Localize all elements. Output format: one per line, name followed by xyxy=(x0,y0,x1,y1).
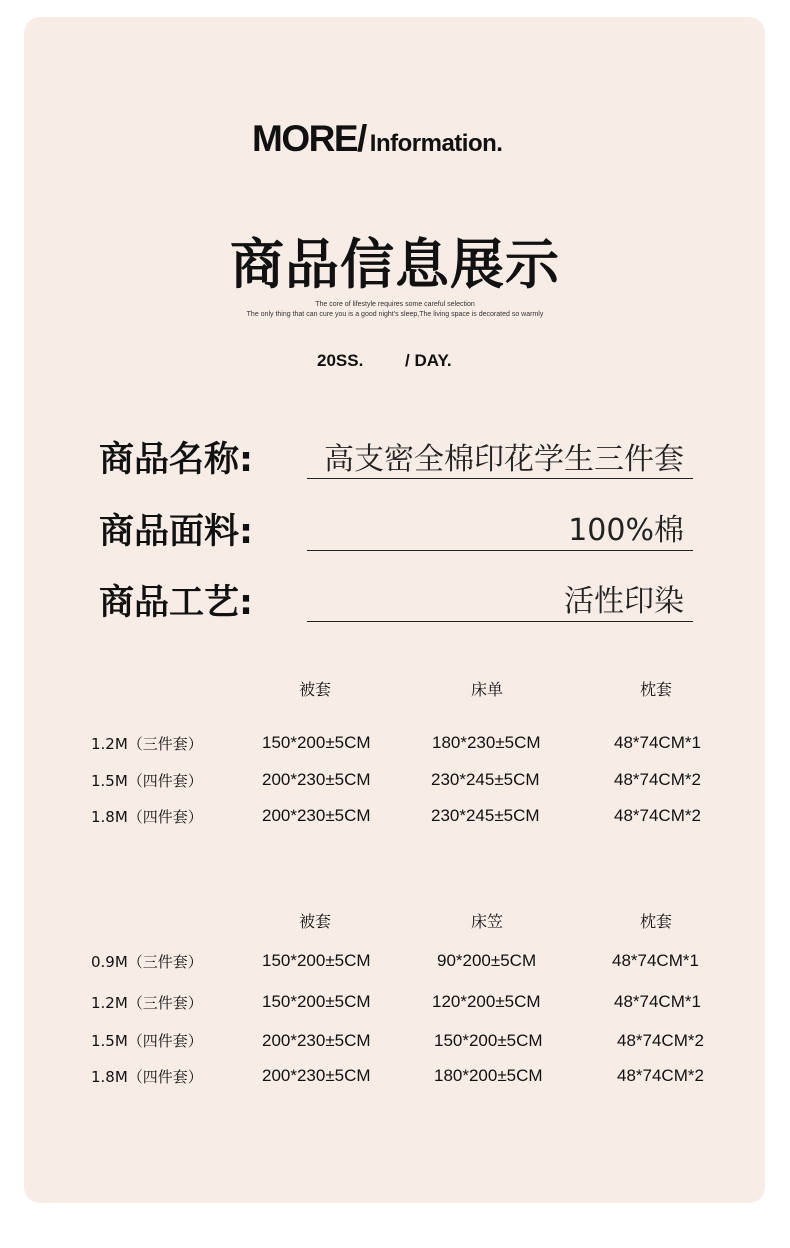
table2-row3-sheet: 150*200±5CM xyxy=(434,1031,543,1050)
table1-row1-size: 1.2M（三件套） xyxy=(91,735,203,753)
table2-row1-duvet: 150*200±5CM xyxy=(262,951,371,970)
table1-row2-sheet: 230*245±5CM xyxy=(431,770,540,789)
table2-row4-duvet: 200*230±5CM xyxy=(262,1066,371,1085)
more-heading-small: Information. xyxy=(369,130,503,157)
table2-row3-pillow: 48*74CM*2 xyxy=(617,1031,704,1050)
product-craft-underline xyxy=(307,621,693,622)
table1-row3-pillow: 48*74CM*2 xyxy=(614,806,701,825)
table1-row3-duvet: 200*230±5CM xyxy=(262,806,371,825)
table2-row1-sheet: 90*200±5CM xyxy=(437,951,537,970)
table1-row1-duvet: 150*200±5CM xyxy=(262,733,371,752)
season-label: 20SS. xyxy=(317,351,364,370)
table1-row2-duvet: 200*230±5CM xyxy=(262,770,371,789)
product-craft-label: 商品工艺: xyxy=(99,583,253,623)
table1-row1-pillow: 48*74CM*1 xyxy=(614,733,701,752)
table2-row2-size: 1.2M（三件套） xyxy=(91,994,203,1012)
product-name-value: 高支密全棉印花学生三件套 xyxy=(324,442,684,477)
table2-header-pillow: 枕套 xyxy=(640,912,673,931)
table2-row4-size: 1.8M（四件套） xyxy=(91,1068,203,1086)
more-information-heading xyxy=(252,118,502,158)
more-heading-big: MORE/ xyxy=(252,118,366,159)
table1-row3-size: 1.8M（四件套） xyxy=(91,808,203,826)
table2-row3-size: 1.5M（四件套） xyxy=(91,1032,203,1050)
tagline-line-2: The only thing that can cure you is a good night's sleep,The living space is decorated so warmly xyxy=(246,311,544,318)
table2-row4-pillow: 48*74CM*2 xyxy=(617,1066,704,1085)
product-name-underline xyxy=(307,478,693,479)
table1-row2-size: 1.5M（四件套） xyxy=(91,772,203,790)
product-name-label: 商品名称: xyxy=(99,440,253,480)
page-title: 商品信息展示 xyxy=(230,233,560,296)
table1-row2-pillow: 48*74CM*2 xyxy=(614,770,701,789)
product-fabric-value: 100%棉 xyxy=(568,513,684,548)
table2-row3-duvet: 200*230±5CM xyxy=(262,1031,371,1050)
table1-header-sheet: 床单 xyxy=(471,680,504,699)
table1-header-pillow: 枕套 xyxy=(640,680,673,699)
table2-row1-pillow: 48*74CM*1 xyxy=(612,951,699,970)
day-label: / DAY. xyxy=(405,351,452,370)
table2-row2-pillow: 48*74CM*1 xyxy=(614,992,701,1011)
table2-header-duvet: 被套 xyxy=(299,912,332,931)
table2-row1-size: 0.9M（三件套） xyxy=(91,953,203,971)
table2-row2-duvet: 150*200±5CM xyxy=(262,992,371,1011)
table2-row4-sheet: 180*200±5CM xyxy=(434,1066,543,1085)
product-fabric-label: 商品面料: xyxy=(99,512,253,552)
table2-row2-sheet: 120*200±5CM xyxy=(432,992,541,1011)
tagline-line-1: The core of lifestyle requires some careful selection xyxy=(315,301,475,308)
product-craft-value: 活性印染 xyxy=(564,584,684,619)
table2-header-fitted-sheet: 床笠 xyxy=(471,912,504,931)
product-fabric-underline xyxy=(307,550,693,551)
table1-row1-sheet: 180*230±5CM xyxy=(432,733,541,752)
table1-header-duvet: 被套 xyxy=(299,680,332,699)
table1-row3-sheet: 230*245±5CM xyxy=(431,806,540,825)
